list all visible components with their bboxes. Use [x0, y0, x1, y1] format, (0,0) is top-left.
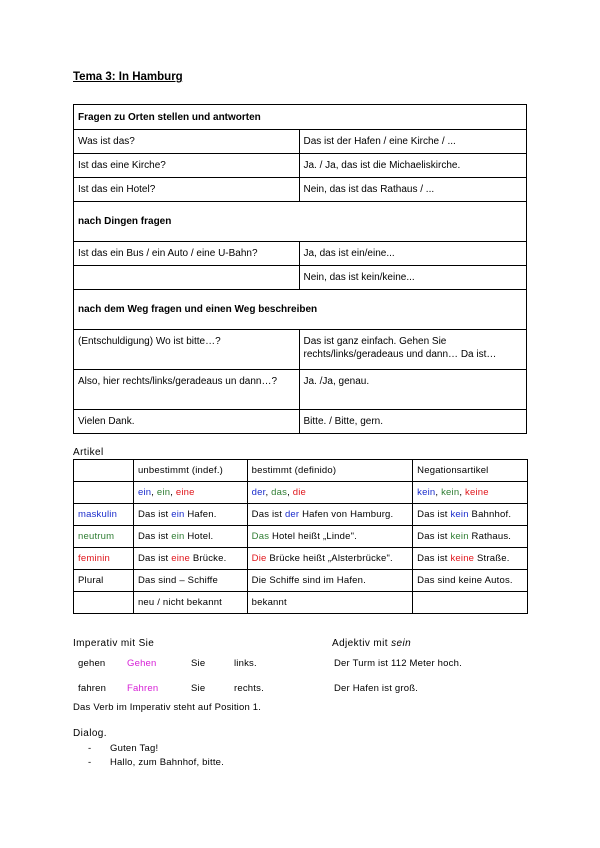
highlight-article: Das [251, 531, 270, 542]
imperative-rest: links. [234, 658, 257, 669]
imperative-pronoun: Sie [191, 658, 206, 669]
answer-cell: Nein, das ist kein/keine... [299, 266, 527, 290]
text: Das ist [137, 531, 172, 542]
article-feminine: keine [465, 487, 489, 498]
column-header: bestimmt (definido) [247, 460, 413, 482]
section-heading-places: Fragen zu Orten stellen und antworten [74, 105, 527, 130]
dash: - [88, 743, 92, 754]
answer-cell: Nein, das ist das Rathaus / ... [299, 178, 527, 202]
example-cell: Die Schiffe sind im Hafen. [247, 570, 413, 592]
adjective-example: Der Hafen ist groß. [334, 683, 419, 694]
text: Das ist [137, 553, 172, 564]
answer-cell: Das ist ganz einfach. Gehen Sie rechts/links/geradeaus und dann… Da ist… [299, 330, 527, 370]
highlight-article: der [284, 509, 300, 520]
imperative-rest: rechts. [234, 683, 264, 694]
dialog-heading: Dialog. [73, 728, 107, 739]
imperative-pronoun: Sie [191, 683, 206, 694]
dialog-item [88, 757, 224, 768]
empty-cell [413, 592, 528, 614]
example-cell: Das sind keine Autos. [413, 570, 528, 592]
highlight-article: kein [450, 509, 469, 520]
row-label-feminine: feminin [74, 548, 134, 570]
article-masculine: der [251, 487, 266, 498]
example-cell [413, 504, 528, 526]
example-cell [247, 526, 413, 548]
question-cell: (Entschuldigung) Wo ist bitte…? [74, 330, 300, 370]
imperative-verb: Gehen [127, 658, 157, 669]
text: Straße. [474, 553, 510, 564]
question-cell: Also, hier rechts/links/geradeaus un dann…? [74, 370, 300, 410]
text: Hafen von Hamburg. [299, 509, 394, 520]
imperative-verb: Fahren [127, 683, 159, 694]
definite-articles [247, 482, 413, 504]
question-cell: Ist das eine Kirche? [74, 154, 300, 178]
separator: , [435, 487, 442, 498]
highlight-article: eine [171, 553, 190, 564]
text: Hotel heißt „Linde". [269, 531, 357, 542]
phrases-table [73, 104, 527, 434]
imperative-infinitive: gehen [78, 658, 106, 669]
imperative-heading: Imperativ mit Sie [73, 638, 155, 649]
dialog-text: Guten Tag! [110, 743, 159, 754]
article-masculine: ein [137, 487, 152, 498]
indefinite-articles [133, 482, 247, 504]
example-cell [413, 548, 528, 570]
heading-verb: sein [391, 638, 412, 649]
article-feminine: eine [175, 487, 195, 498]
question-cell: Vielen Dank. [74, 410, 300, 434]
highlight-article: keine [450, 553, 475, 564]
separator: , [151, 487, 157, 498]
dialog-item [88, 743, 158, 754]
article-neuter: ein [156, 487, 171, 498]
text: Bahnhof. [468, 509, 512, 520]
adjective-heading [332, 638, 411, 649]
heading-text: Adjektiv mit [332, 638, 392, 649]
row-label-plural: Plural [74, 570, 134, 592]
adjective-example: Der Turm ist 112 Meter hoch. [334, 658, 462, 669]
articles-heading: Artikel [73, 447, 104, 458]
question-cell: Was ist das? [74, 130, 300, 154]
text: Das ist [417, 531, 451, 542]
separator: , [459, 487, 466, 498]
text: Brücke. [189, 553, 227, 564]
article-feminine: die [292, 487, 307, 498]
separator: , [170, 487, 176, 498]
article-neuter: das [271, 487, 288, 498]
text: Das ist [417, 509, 451, 520]
article-neuter: kein [441, 487, 460, 498]
text: Brücke heißt „Alsterbrücke". [266, 553, 393, 564]
section-heading-directions: nach dem Weg fragen und einen Weg beschreiben [74, 290, 527, 330]
articles-table [73, 459, 528, 614]
dialog-text: Hallo, zum Bahnhof, bitte. [110, 757, 224, 768]
highlight-article: ein [171, 531, 185, 542]
answer-cell: Ja. /Ja, genau. [299, 370, 527, 410]
example-cell [133, 548, 247, 570]
example-cell: Das sind – Schiffe [133, 570, 247, 592]
note-cell: neu / nicht bekannt [133, 592, 247, 614]
section-heading-things: nach Dingen fragen [74, 202, 527, 242]
column-header: Negationsartikel [413, 460, 528, 482]
answer-cell: Ja. / Ja, das ist die Michaeliskirche. [299, 154, 527, 178]
row-label-neuter: neutrum [74, 526, 134, 548]
empty-cell [74, 592, 134, 614]
highlight-article: Die [251, 553, 267, 564]
text: Das ist [137, 509, 172, 520]
negation-articles [413, 482, 528, 504]
note-cell: bekannt [247, 592, 413, 614]
example-cell [133, 504, 247, 526]
separator: , [265, 487, 272, 498]
example-cell [413, 526, 528, 548]
separator: , [287, 487, 293, 498]
empty-cell [74, 460, 134, 482]
example-cell [247, 548, 413, 570]
question-cell: Ist das ein Bus / ein Auto / eine U-Bahn? [74, 242, 300, 266]
text: Hotel. [184, 531, 214, 542]
text: Hafen. [184, 509, 217, 520]
row-label-masculine: maskulin [74, 504, 134, 526]
column-header: unbestimmt (indef.) [133, 460, 247, 482]
page-title: Tema 3: In Hamburg [73, 71, 183, 83]
article-masculine: kein [417, 487, 436, 498]
text: Rathaus. [468, 531, 512, 542]
answer-cell: Das ist der Hafen / eine Kirche / ... [299, 130, 527, 154]
answer-cell: Bitte. / Bitte, gern. [299, 410, 527, 434]
example-cell [247, 504, 413, 526]
imperative-infinitive: fahren [78, 683, 107, 694]
highlight-article: ein [171, 509, 185, 520]
highlight-article: kein [450, 531, 469, 542]
empty-cell [74, 482, 134, 504]
imperative-note: Das Verb im Imperativ steht auf Position 1. [73, 702, 262, 713]
example-cell [133, 526, 247, 548]
answer-cell: Ja, das ist ein/eine... [299, 242, 527, 266]
question-cell: Ist das ein Hotel? [74, 178, 300, 202]
text: Das ist [251, 509, 285, 520]
dash: - [88, 757, 92, 768]
text: Das ist [417, 553, 451, 564]
question-cell [74, 266, 300, 290]
